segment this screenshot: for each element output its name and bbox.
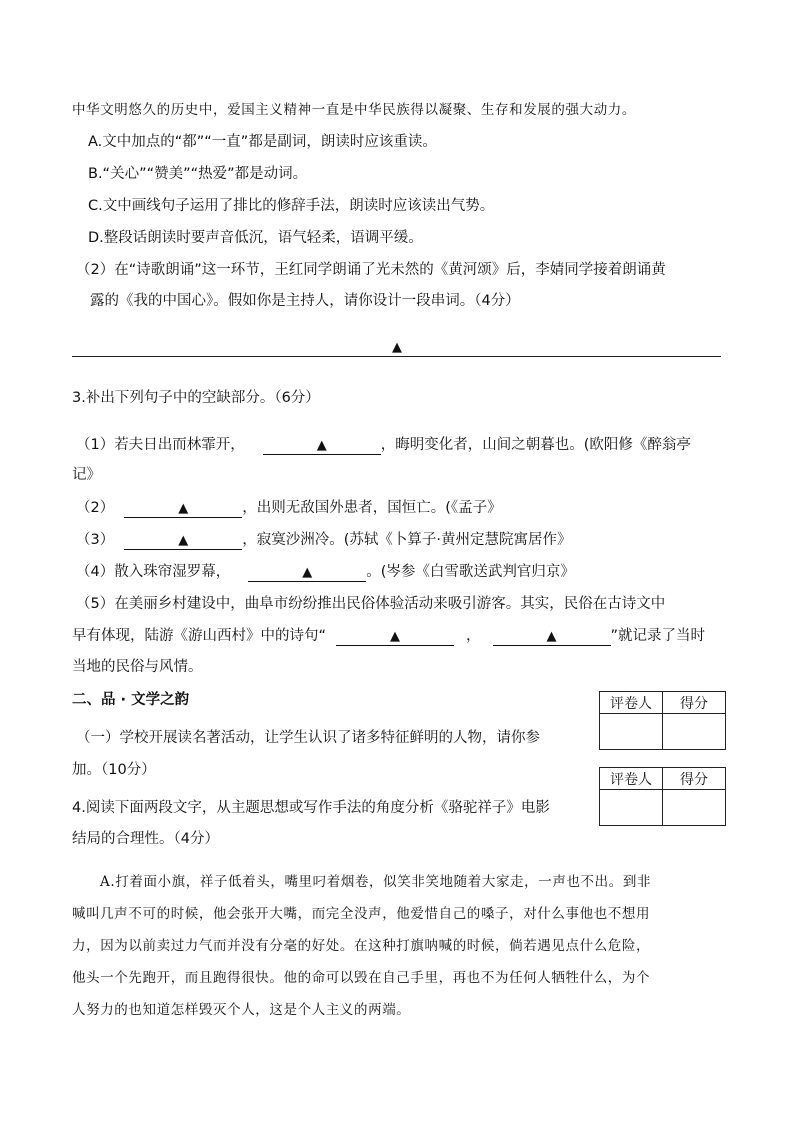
fill-3-suffix: ，寂寞沙洲冷。(苏轼《卜算子·黄州定慧院寓居作》 — [242, 532, 572, 548]
intro-text: 中华文明悠久的历史中，爱国主义精神一直是中华民族得以凝聚、生存和发展的强大动力。 — [72, 102, 636, 118]
fill-5-line3: 当地的民俗与风情。 — [72, 659, 203, 675]
fill-1-blank[interactable]: ▲ — [263, 438, 381, 455]
score-box-2-score-cell[interactable] — [663, 790, 726, 826]
fill-1-prefix: （1）若夫日出而林霏开， — [76, 437, 245, 453]
answer-marker: ▲ — [392, 340, 402, 355]
fill-4-prefix: （4）散入珠帘湿罗幕， — [76, 564, 231, 580]
score-box-2-grader-label: 评卷人 — [600, 768, 663, 790]
score-box-1-grader-cell[interactable] — [600, 714, 663, 750]
option-c: C.文中画线句子运用了排比的修辞手法，朗读时应该读出气势。 — [88, 198, 495, 214]
subsection-1-line1: （一）学校开展读名著活动，让学生认识了诸多特征鲜明的人物，请你参 — [76, 730, 540, 746]
fill-5-comma: ， — [466, 628, 481, 644]
option-a: A.文中加点的“都”“一直”都是副词，朗读时应该重读。 — [88, 134, 437, 150]
passage-line: A.打着面小旗，祥子低着头，嘴里叼着烟卷，似笑非笑地随着大家走，一声也不出。到非 — [100, 874, 652, 890]
score-box-2-grader-cell[interactable] — [600, 790, 663, 826]
passage-line: 他头一个先跑开，而且跑得很快。他的命可以毁在自己手里，再也不为任何人牺牲什么，为个 — [72, 970, 651, 986]
fill-5-line2 — [72, 626, 705, 646]
fill-4-suffix: 。(岑参《白雪歌送武判官归京》 — [366, 564, 575, 580]
fill-5-suffix: ”就记录了当时 — [610, 628, 706, 644]
option-b: B.“关心”“赞美”“热爱”都是动词。 — [88, 166, 308, 182]
fill-2-suffix: ，出则无敌国外患者，国恒亡。(《孟子》 — [242, 500, 502, 516]
question-2-line2: 露的《我的中国心》。假如你是主持人，请你设计一段串词。（4分） — [90, 293, 520, 309]
option-d: D.整段话朗读时要声音低沉，语气轻柔，语调平缓。 — [88, 230, 423, 246]
score-box-2-score-label: 得分 — [663, 768, 726, 790]
answer-line — [72, 356, 721, 357]
fill-4-blank[interactable]: ▲ — [248, 565, 366, 582]
question-4-line1: 4.阅读下面两段文字，从主题思想或写作手法的角度分析《骆驼祥子》电影 — [72, 800, 550, 816]
score-box-2 — [599, 767, 726, 826]
score-box-1-score-label: 得分 — [663, 692, 726, 714]
fill-1-source-end: 记》 — [72, 467, 101, 483]
fill-4 — [76, 562, 575, 582]
passage-line: 力，因为以前卖过力气而并没有分毫的好处。在这种打旗呐喊的时候，倘若遇见点什么危险， — [72, 938, 651, 954]
fill-5-line1: （5）在美丽乡村建设中，曲阜市纷纷推出民俗体验活动来吸引游客。其实，民俗在古诗文中 — [76, 596, 666, 612]
fill-5-blank-2[interactable]: ▲ — [493, 629, 611, 646]
subsection-1-line2: 加。（10分） — [72, 762, 156, 778]
fill-1-suffix: ，晦明变化者，山间之朝暮也。(欧阳修《醉翁亭 — [380, 437, 691, 453]
score-box-1-score-cell[interactable] — [663, 714, 726, 750]
passage-line: 喊叫几声不可的时候，他会张开大嘴，而完全没声，他爱惜自己的嗓子，对什么事他也不想用 — [72, 906, 651, 922]
fill-2-blank[interactable]: ▲ — [124, 501, 242, 518]
score-box-1-grader-label: 评卷人 — [600, 692, 663, 714]
section-2-heading: 二、品 · 文学之韵 — [72, 692, 190, 708]
fill-3-prefix: （3） — [76, 532, 115, 548]
question-4-line2: 结局的合理性。（4分） — [72, 831, 219, 847]
fill-5-blank-1[interactable]: ▲ — [336, 629, 454, 646]
fill-1 — [76, 435, 691, 455]
fill-3 — [76, 530, 572, 550]
fill-5-prefix: 早有体现，陆游《游山西村》中的诗句“ — [72, 628, 327, 644]
fill-2-prefix: （2） — [76, 500, 115, 516]
passage-line: 人努力的也知道怎样毁灭个人，这是个人主义的两端。 — [72, 1002, 411, 1018]
question-2-line1: （2）在“诗歌朗诵”这一环节，王红同学朗诵了光未然的《黄河颂》后，李婧同学接着朗诵黄 — [76, 262, 666, 278]
score-box-1 — [599, 691, 726, 750]
question-3-title: 3.补出下列句子中的空缺部分。（6分） — [72, 390, 320, 406]
fill-2 — [76, 498, 502, 518]
fill-3-blank[interactable]: ▲ — [124, 533, 242, 550]
